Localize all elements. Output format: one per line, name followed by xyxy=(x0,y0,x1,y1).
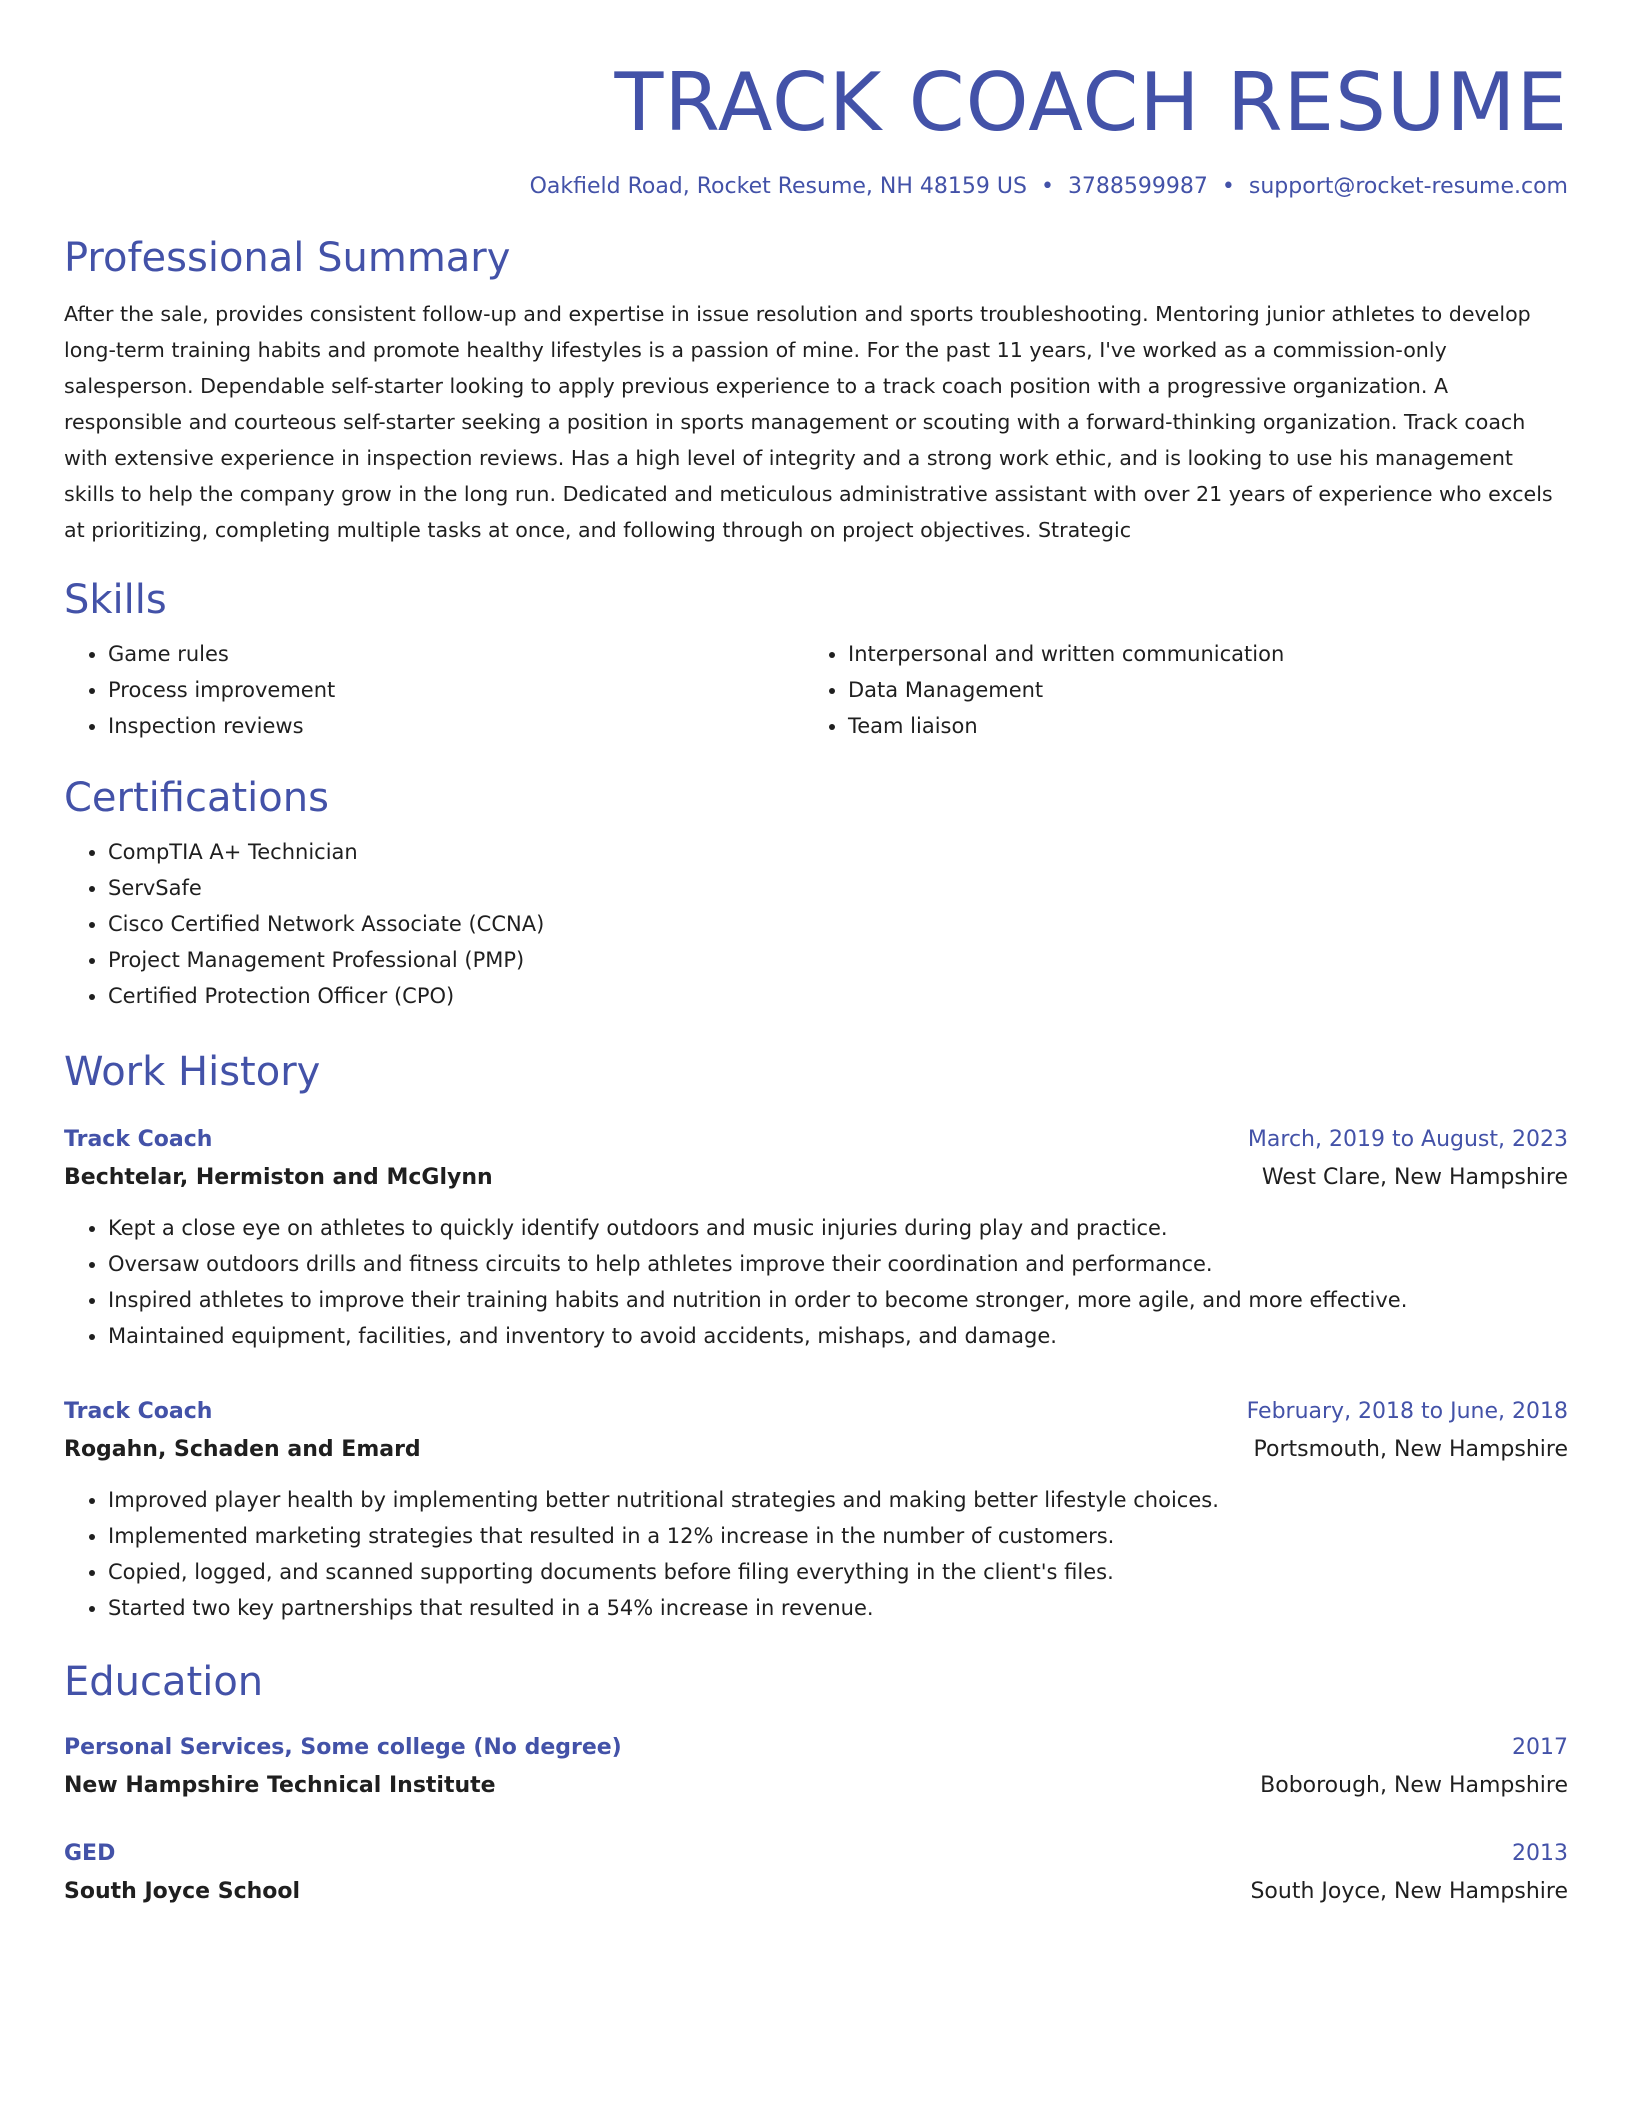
education-location: Boborough, New Hampshire xyxy=(1260,1773,1568,1798)
work-history-heading: Work History xyxy=(64,1049,321,1095)
job-bullet: • Improved player health by implementing better nutritional strategies and making better lifestyle choices. xyxy=(108,1482,1568,1518)
education-school-row xyxy=(64,1872,1568,1912)
job-entry xyxy=(64,1122,1568,1354)
certification-item: • CompTIA A+ Technician xyxy=(108,834,1568,870)
job-location: Portsmouth, New Hampshire xyxy=(1253,1437,1568,1462)
certification-item: • Certified Protection Officer (CPO) xyxy=(108,978,1568,1014)
job-company-row xyxy=(64,1430,1568,1470)
education-year: 2017 xyxy=(1512,1735,1568,1760)
job-title: Track Coach xyxy=(64,1399,213,1424)
skills-heading: Skills xyxy=(64,577,167,623)
job-bullet: • Implemented marketing strategies that resulted in a 12% increase in the number of customers. xyxy=(108,1518,1568,1554)
certification-item: • Project Management Professional (PMP) xyxy=(108,942,1568,978)
job-company: Bechtelar, Hermiston and McGlynn xyxy=(64,1165,493,1190)
job-title-row xyxy=(64,1122,1568,1158)
education-entry xyxy=(64,1730,1568,1806)
education-degree-row xyxy=(64,1730,1568,1766)
education-school-row xyxy=(64,1766,1568,1806)
education-degree: Personal Services, Some college (No degree) xyxy=(64,1735,622,1760)
contact-separator: • xyxy=(1221,174,1235,199)
education-school: South Joyce School xyxy=(64,1879,301,1904)
education-entry xyxy=(64,1836,1568,1912)
job-bullet: • Copied, logged, and scanned supporting documents before filing everything in the client's files. xyxy=(108,1554,1568,1590)
education-year: 2013 xyxy=(1512,1841,1568,1866)
job-bullet: • Inspired athletes to improve their training habits and nutrition in order to become stronger, more agile, and more effective. xyxy=(108,1282,1568,1318)
job-bullet: • Oversaw outdoors drills and fitness circuits to help athletes improve their coordination and performance. xyxy=(108,1246,1568,1282)
skill-item: • Game rules xyxy=(108,636,804,672)
certifications-heading: Certifications xyxy=(64,775,329,821)
job-title: Track Coach xyxy=(64,1127,213,1152)
skills-list-left xyxy=(64,636,804,744)
job-dates: February, 2018 to June, 2018 xyxy=(1246,1399,1568,1424)
skill-item: • Team liaison xyxy=(848,708,1544,744)
skill-item: • Data Management xyxy=(848,672,1544,708)
resume-header xyxy=(64,48,1568,202)
skills-grid xyxy=(64,636,1568,744)
summary-heading: Professional Summary xyxy=(64,235,511,281)
job-bullet-list xyxy=(64,1210,1568,1354)
skill-item: • Inspection reviews xyxy=(108,708,804,744)
education-heading: Education xyxy=(64,1659,264,1705)
job-bullet: • Started two key partnerships that resulted in a 54% increase in revenue. xyxy=(108,1590,1568,1626)
job-dates: March, 2019 to August, 2023 xyxy=(1247,1127,1568,1152)
education-degree: GED xyxy=(64,1841,116,1866)
skill-item: • Interpersonal and written communication xyxy=(848,636,1544,672)
certification-item: • Cisco Certified Network Associate (CCNA) xyxy=(108,906,1568,942)
education-degree-row xyxy=(64,1836,1568,1872)
certification-item: • ServSafe xyxy=(108,870,1568,906)
contact-line xyxy=(64,172,1568,202)
job-bullet-list xyxy=(64,1482,1568,1626)
job-title-row xyxy=(64,1394,1568,1430)
skills-column-right xyxy=(804,636,1544,744)
skills-list-right xyxy=(804,636,1544,744)
job-bullet: • Maintained equipment, facilities, and inventory to avoid accidents, mishaps, and damage. xyxy=(108,1318,1568,1354)
job-bullet: • Kept a close eye on athletes to quickly identify outdoors and music injuries during play and practice. xyxy=(108,1210,1568,1246)
resume-title: TRACK COACH RESUME xyxy=(614,56,1568,149)
skill-item: • Process improvement xyxy=(108,672,804,708)
job-company-row xyxy=(64,1158,1568,1198)
education-school: New Hampshire Technical Institute xyxy=(64,1773,496,1798)
contact-email[interactable]: support@rocket-resume.com xyxy=(1248,174,1568,199)
contact-address: Oakfield Road, Rocket Resume, NH 48159 US xyxy=(529,174,1027,199)
job-entry xyxy=(64,1394,1568,1626)
contact-separator: • xyxy=(1040,174,1054,199)
skills-column-left xyxy=(64,636,804,744)
job-company: Rogahn, Schaden and Emard xyxy=(64,1437,421,1462)
job-location: West Clare, New Hampshire xyxy=(1261,1165,1568,1190)
summary-text: After the sale, provides consistent follow-up and expertise in issue resolution and sports troubleshooting. Mentoring junior athletes to develop long-term training habits and promote healthy lifestyles is a passion of mine. For the past 11 years, I've worked as a commission-only salesperson. Dependable self-starter looking to apply previous experience to a track coach position with a progressive organization. A responsible and courteous self-starter seeking a position in sports management or scouting with a forward-thinking organization. Track coach with extensive experience in inspection reviews. Has a high level of integrity and a strong work ethic, and is looking to use his management skills to help the company grow in the long run. Dedicated and meticulous administrative assistant with over 21 years of experience who excels at prioritizing, completing multiple tasks at once, and following through on project objectives. Strategic xyxy=(64,302,1553,542)
contact-phone: 3788599987 xyxy=(1067,174,1208,199)
education-location: South Joyce, New Hampshire xyxy=(1250,1879,1568,1904)
certifications-list xyxy=(64,834,1568,1014)
